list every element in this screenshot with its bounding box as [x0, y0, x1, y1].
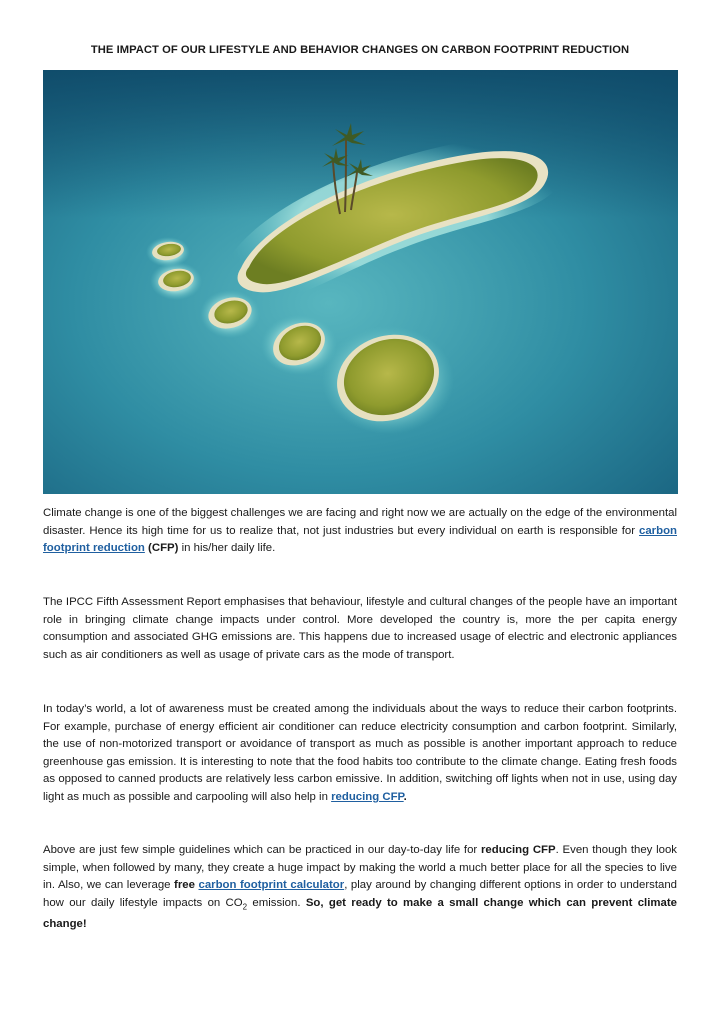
paragraph-intro: [43, 505, 677, 558]
reducing-cfp-link[interactable]: reducing CFP: [331, 790, 404, 803]
free-bold: free: [174, 879, 195, 892]
guidelines-text: Above are just few simple guidelines which can be practiced in our day-to-day life for: [43, 844, 481, 856]
period: .: [403, 790, 407, 803]
paragraph-awareness: [43, 701, 677, 807]
carbon-footprint-calculator-link[interactable]: carbon footprint calculator: [198, 879, 345, 892]
carbon-footprint-reduction-link[interactable]: carbon footprint reduction: [43, 524, 677, 555]
paragraph-guidelines: [43, 842, 677, 933]
co2-subscript: 2: [242, 902, 248, 912]
call-to-action: So, get ready to make a small change which can prevent climate change!: [43, 896, 677, 930]
guidelines-text-3: , play around by changing different options in order to understand how our daily lifestyle impacts on CO: [43, 879, 678, 909]
awareness-text: In today’s world, a lot of awareness must be created among the individuals about the ways to reduce their carbon footprints. For example, purchase of energy efficient air conditioner can reduce electricity consumption and carbon footprint. Similarly, the use of non-motorized transport or avoidance of transport as much as possible is another important approach to reduce greenhouse gas emission. It is interesting to note that the food habits too contribute to the climate change. Eating fresh foods as opposed to canned products are relatively less carbon emissive. In addition, switching off lights when not in use, using day light as much as possible and carpooling will also help in: [43, 703, 677, 803]
paragraph-ipcc: The IPCC Fifth Assessment Report emphasises that behaviour, lifestyle and cultural changes of the people have an important role in bringing climate change impacts under control. More developed the country is, more the per capita energy consumption and associated GHG emissions are. This happens due to increased usage of electric and electronic appliances such as air conditioners as well as usage of private cars as the mode of transport.: [43, 596, 677, 661]
reducing-cfp-bold: reducing CFP: [480, 844, 556, 856]
footprint-island-image: [43, 70, 678, 494]
intro-text-end: in his/her daily life.: [178, 542, 276, 555]
guidelines-text-2: . Even though they look simple, when followed by many, they create a huge impact by making the world a much better place for all the species to live in. Also, we can leverage: [43, 844, 677, 892]
emission-text: emission.: [247, 896, 306, 909]
intro-text: Climate change is one of the biggest challenges we are facing and right now we are actually on the edge of the environmental disaster. Hence its high time for us to realize that, not just industries but every individual on earth is responsible for: [43, 507, 677, 537]
document-title: THE IMPACT OF OUR LIFESTYLE AND BEHAVIOR CHANGES ON CARBON FOOTPRINT REDUCTION: [90, 44, 630, 56]
cfp-abbrev: (CFP): [148, 542, 179, 555]
